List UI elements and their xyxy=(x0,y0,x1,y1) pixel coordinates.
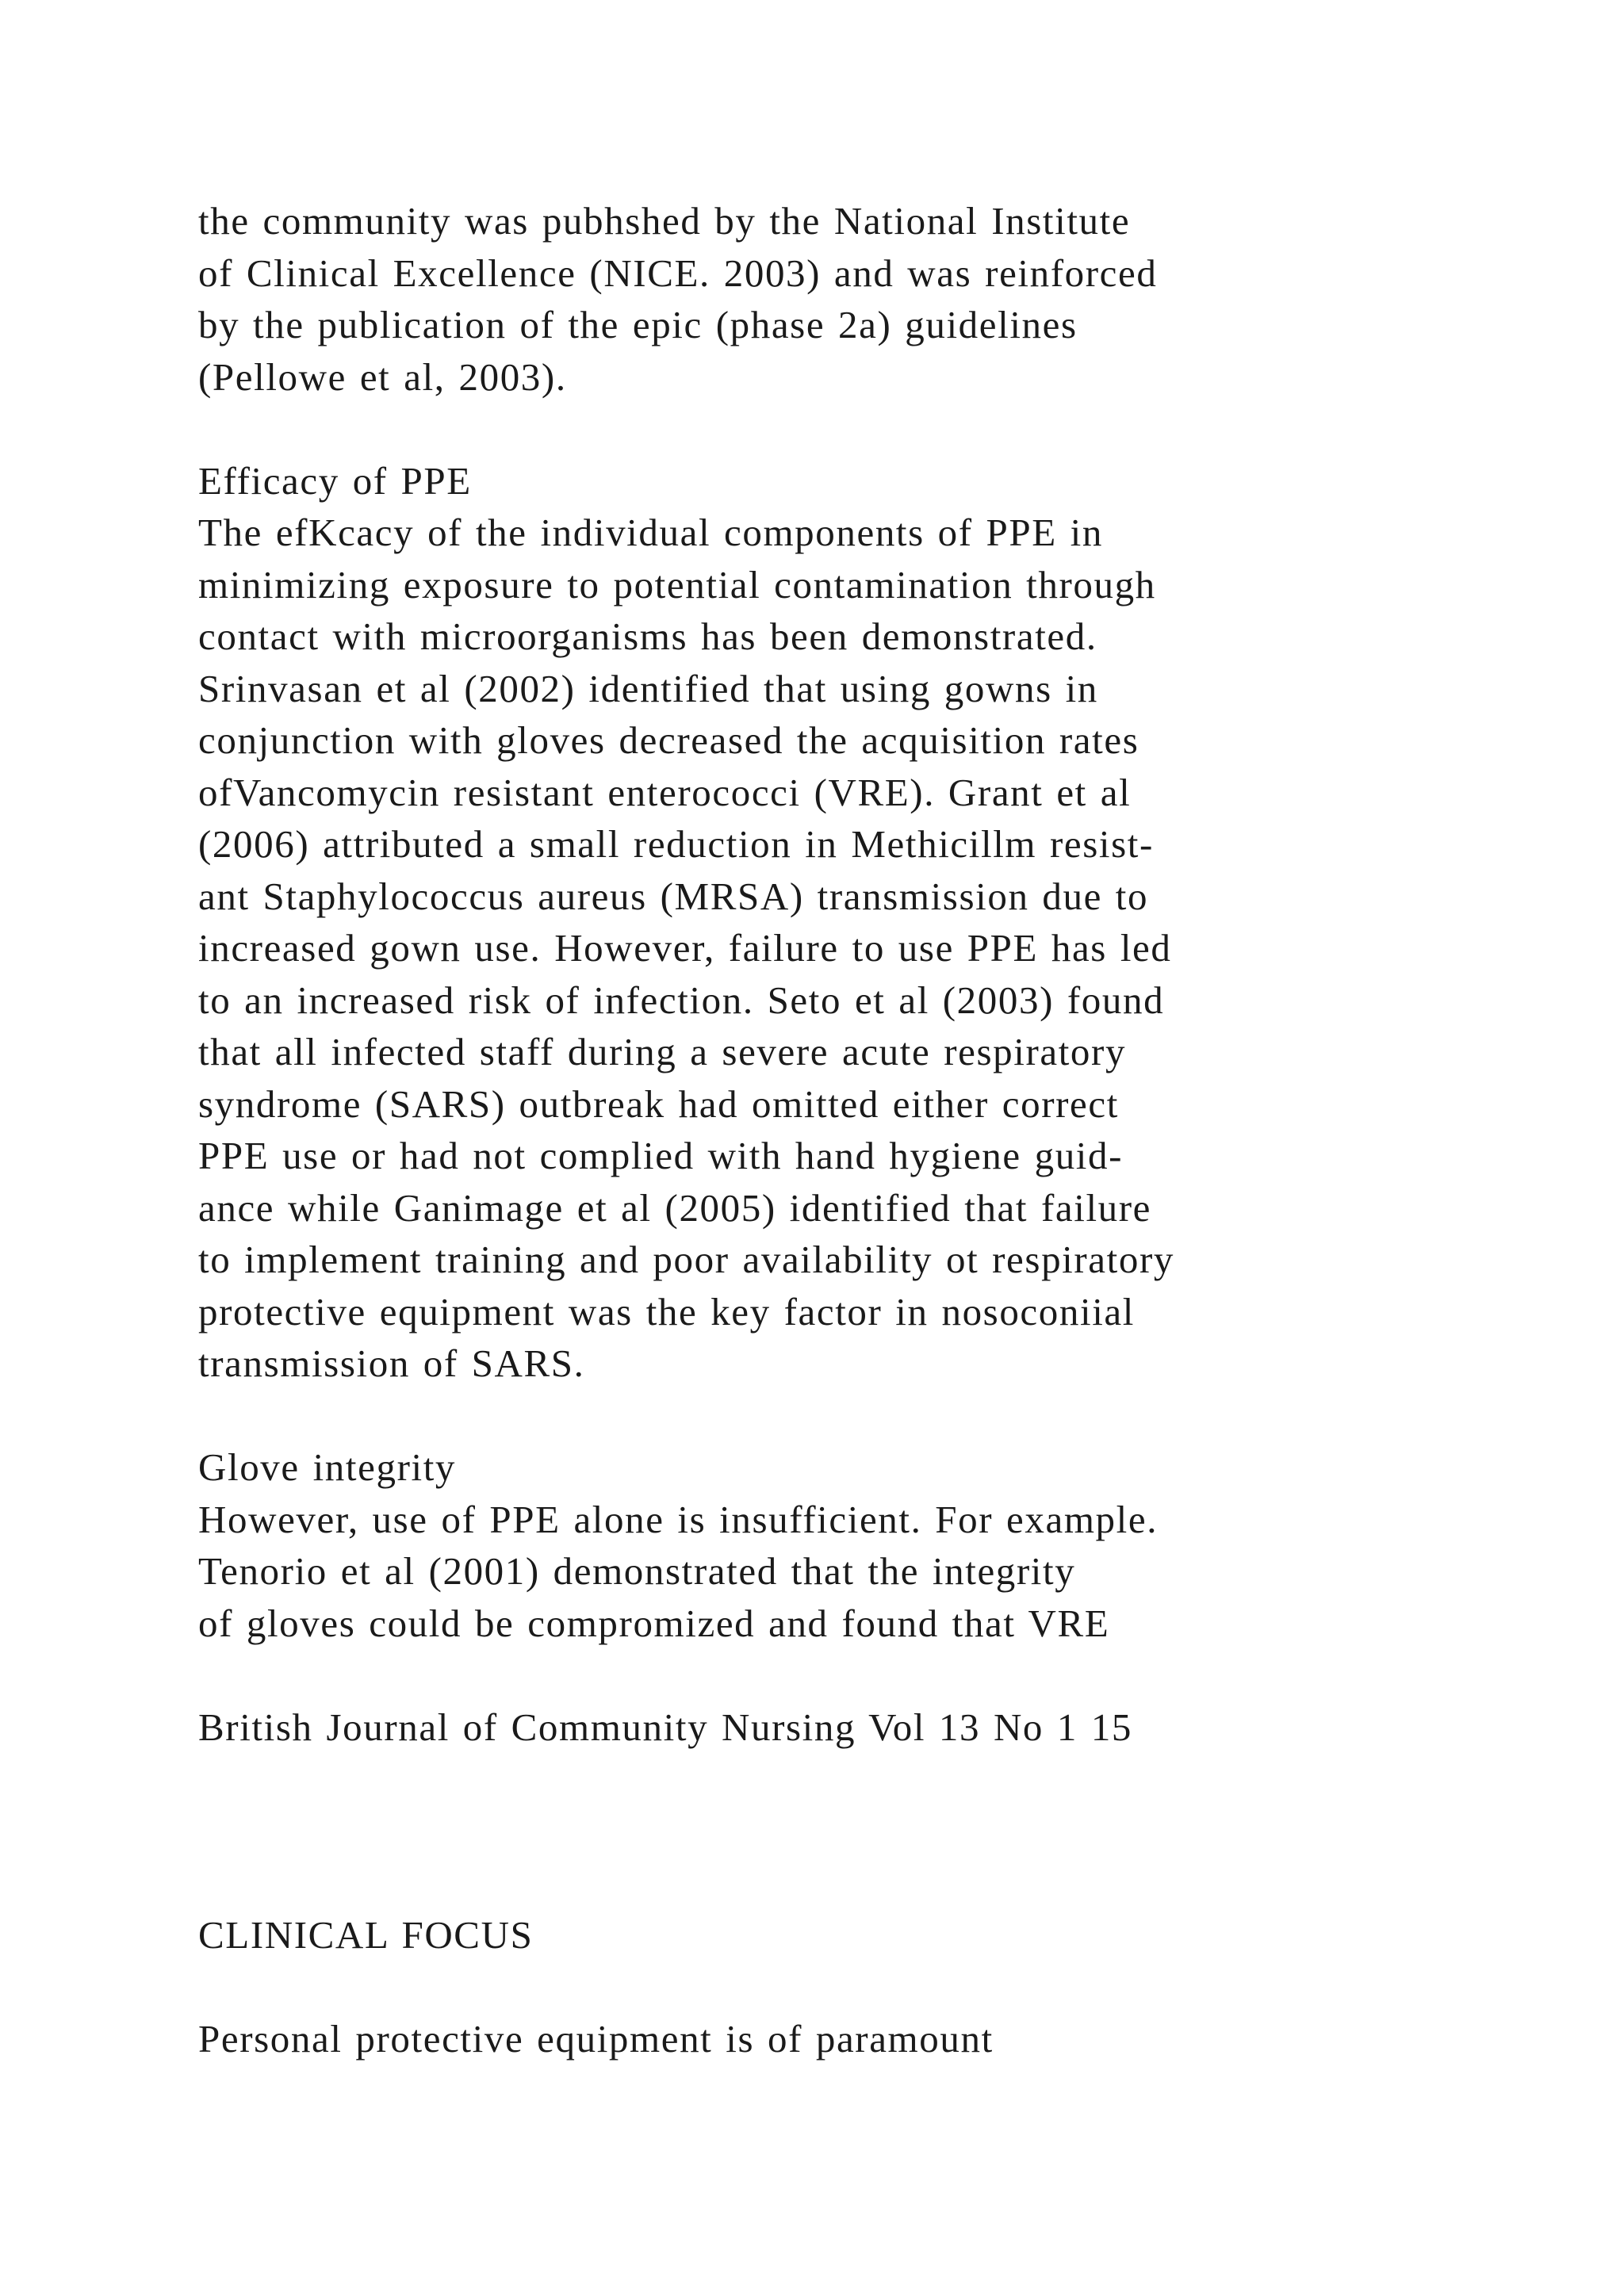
text-line: the community was pubhshed by the National Institute xyxy=(198,199,1131,243)
text-line: Tenorio et al (2001) demonstrated that the integrity xyxy=(198,1549,1076,1593)
text-line: syndrome (SARS) outbreak had omitted either correct xyxy=(198,1081,1119,1126)
efficacy-section xyxy=(198,455,1546,1390)
text-line: The efKcacy of the individual components of PPE in xyxy=(198,511,1103,554)
text-line: ofVancomycin resistant enterococci (VRE). Grant et al xyxy=(198,770,1132,814)
text-line: PPE use or had not complied with hand hygiene guid- xyxy=(198,1134,1124,1177)
text-line: to an increased risk of infection. Seto et al (2003) found xyxy=(198,978,1165,1022)
text-line: Personal protective equipment is of paramount xyxy=(198,2016,994,2061)
text-line: contact with microorganisms has been demonstrated. xyxy=(198,614,1097,658)
journal-footer: British Journal of Community Nursing Vol 13 No 1 15 xyxy=(198,1705,1133,1749)
text-line: (2006) attributed a small reduction in Methicillm resist- xyxy=(198,822,1154,866)
text-line: to implement training and poor availability ot respiratory xyxy=(198,1238,1174,1281)
text-line: by the publication of the epic (phase 2a) guidelines xyxy=(198,303,1078,346)
text-line: conjunction with gloves decreased the acquisition rates xyxy=(198,718,1139,762)
text-line: that all infected staff during a severe acute respiratory xyxy=(198,1030,1127,1073)
text-line: of gloves could be compromized and found that VRE xyxy=(198,1601,1110,1645)
clinical-focus-heading: CLINICAL FOCUS xyxy=(198,1912,534,1957)
section-heading-glove-integrity: Glove integrity xyxy=(198,1445,457,1489)
text-line: minimizing exposure to potential contamination through xyxy=(198,562,1156,607)
text-line: of Clinical Excellence (NICE. 2003) and was reinforced xyxy=(198,251,1158,295)
text-line: (Pellowe et al, 2003). xyxy=(198,354,567,399)
text-line: increased gown use. However, failure to use PPE has led xyxy=(198,926,1172,970)
text-line: However, use of PPE alone is insufficient. For example. xyxy=(198,1497,1159,1541)
intro-paragraph xyxy=(198,195,1546,403)
text-line: ance while Ganimage et al (2005) identified that failure xyxy=(198,1185,1152,1230)
document-page xyxy=(198,195,1546,2064)
clinical-focus-section xyxy=(198,1909,1546,2065)
text-line: transmission of SARS. xyxy=(198,1341,585,1385)
text-line: protective equipment was the key factor in nosoconiial xyxy=(198,1289,1135,1334)
text-line: ant Staphylococcus aureus (MRSA) transmission due to xyxy=(198,874,1149,918)
section-heading-efficacy: Efficacy of PPE xyxy=(198,458,472,503)
text-line: Srinvasan et al (2002) identified that using gowns in xyxy=(198,666,1098,710)
glove-integrity-section xyxy=(198,1441,1546,1649)
